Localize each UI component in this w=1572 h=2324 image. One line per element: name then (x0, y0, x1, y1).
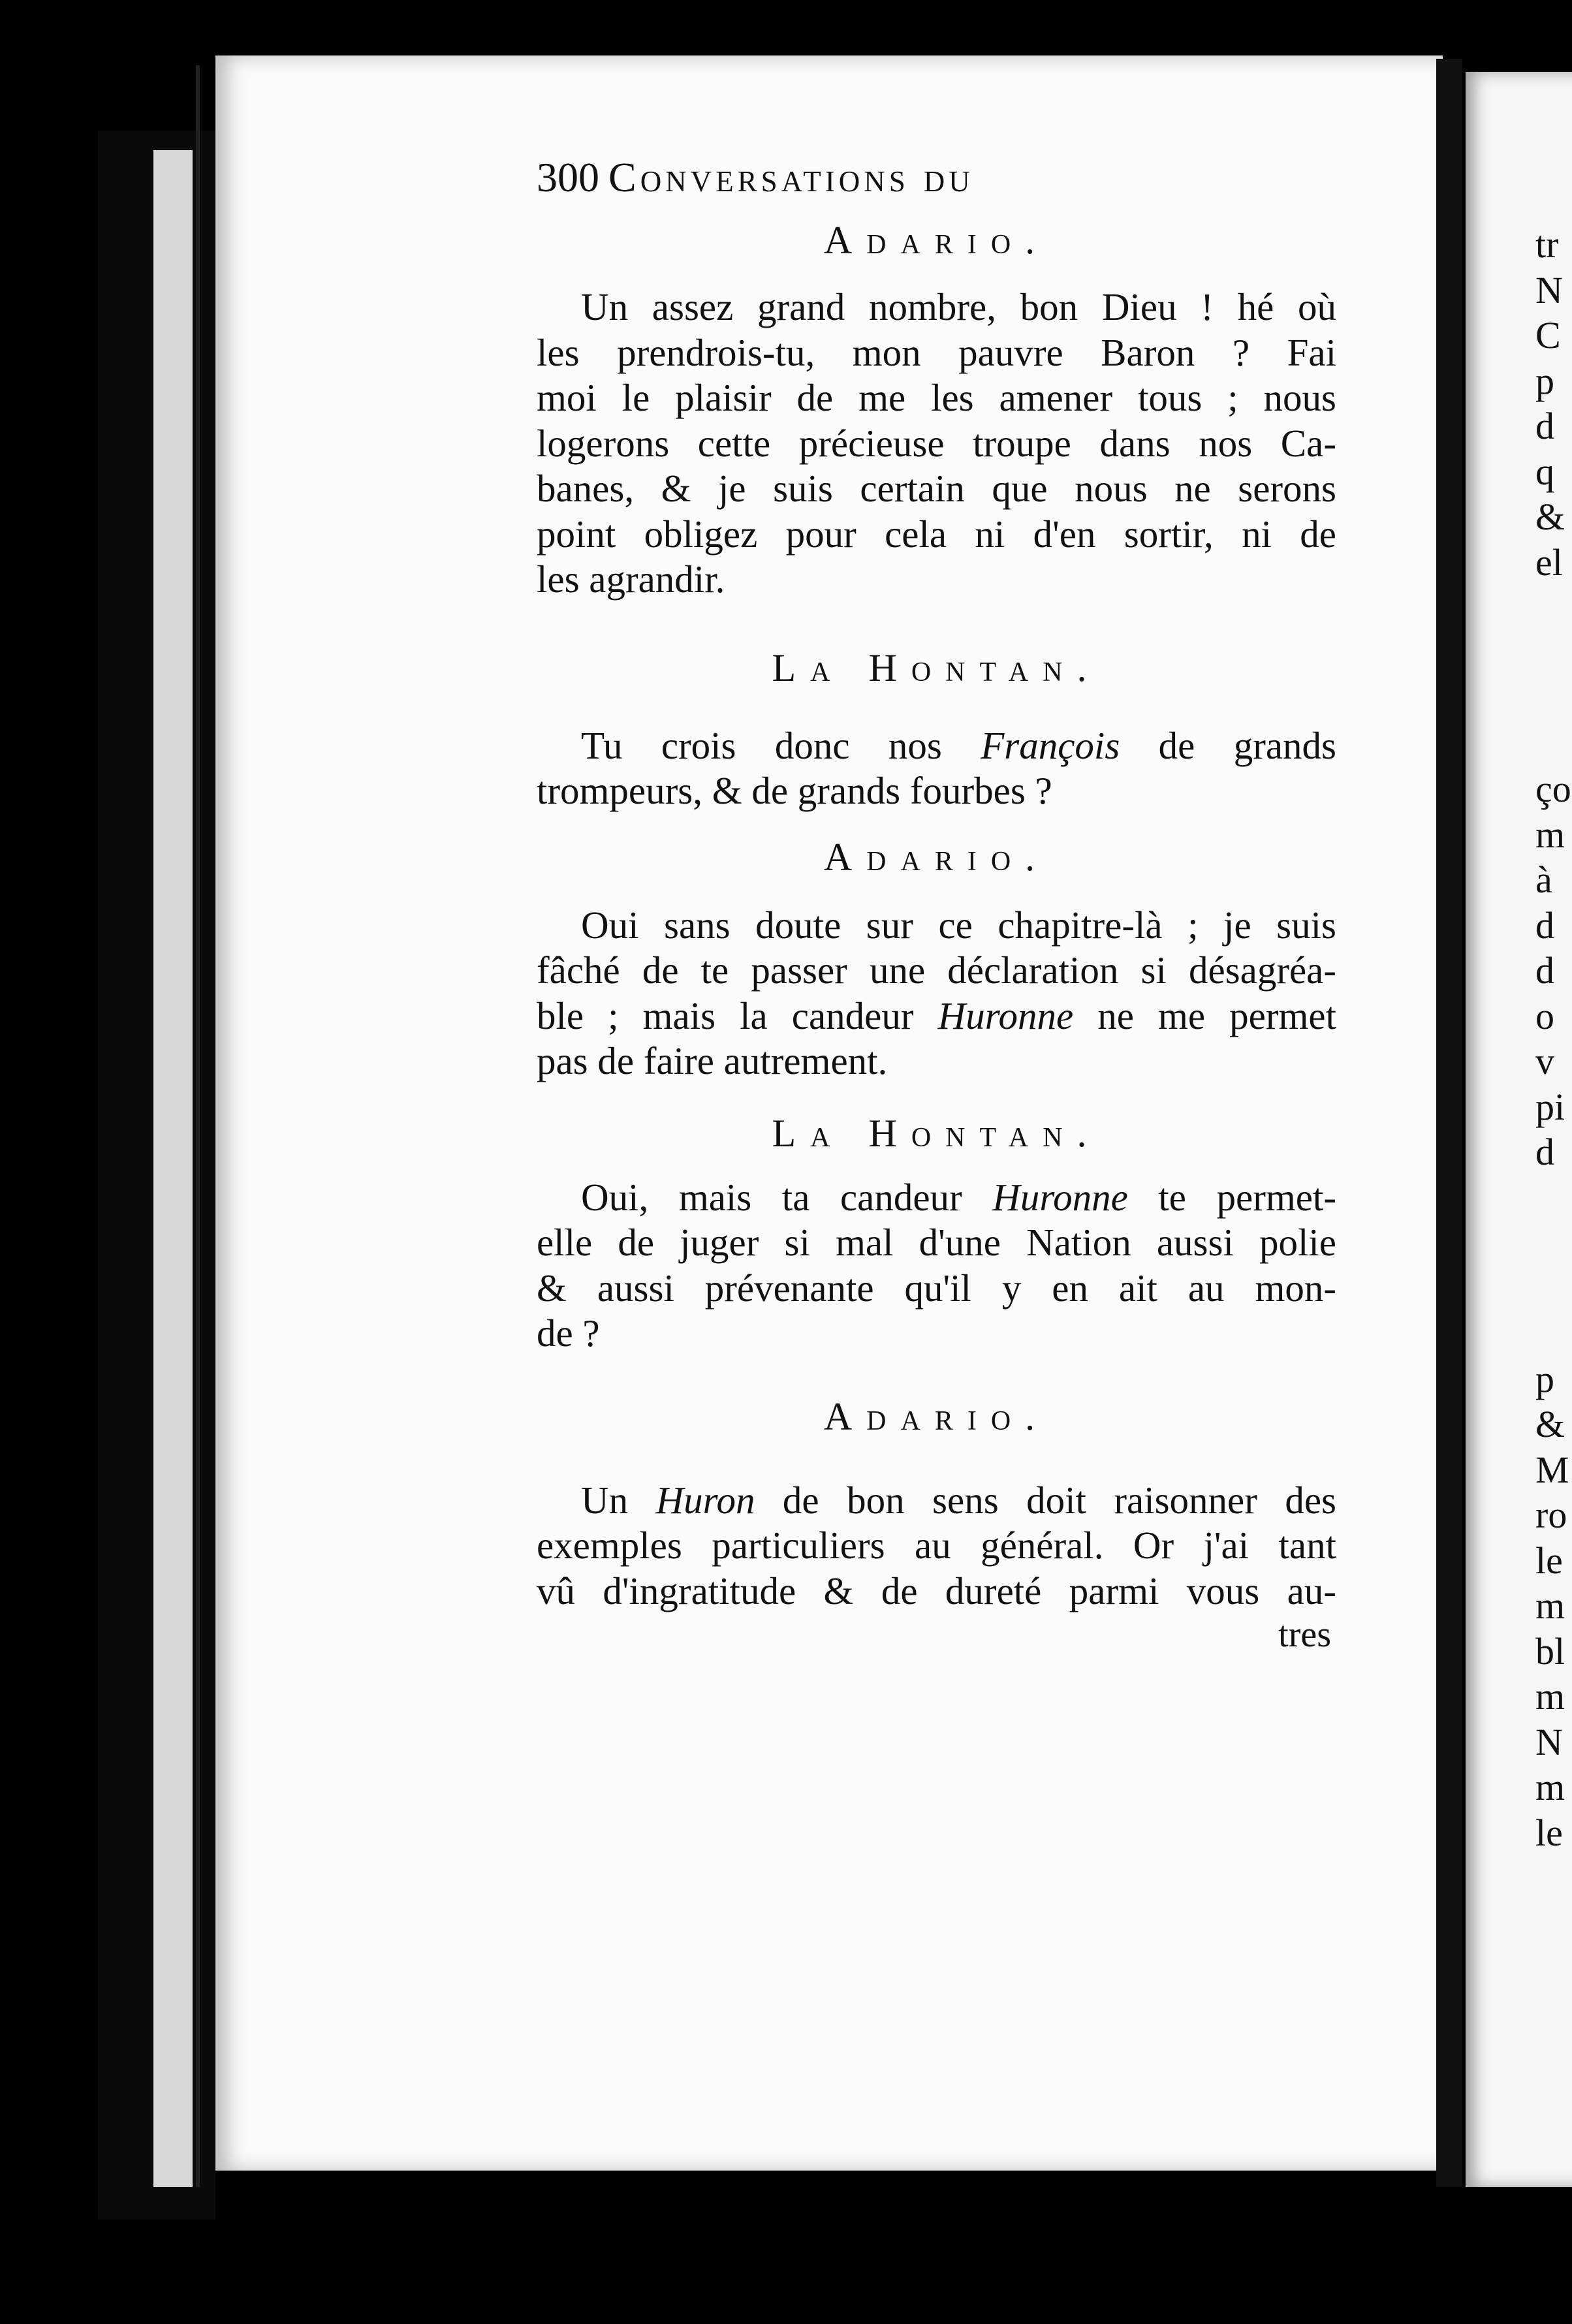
facing-page-letter: d (1535, 903, 1554, 947)
speaker-heading: Adario. (823, 219, 1050, 262)
facing-page-letter: m (1535, 1675, 1565, 1718)
text-line: Tu crois donc nos François de grands (581, 723, 1336, 767)
speaker-heading: Adario. (823, 1394, 1050, 1438)
running-title: Conversations du (608, 154, 974, 200)
paragraph (537, 1478, 1336, 1614)
text-line: les agrandir. (537, 557, 725, 601)
facing-page-letter: & (1535, 1403, 1565, 1445)
facing-page-letter: & (1535, 495, 1565, 538)
facing-page-letter: le (1535, 1811, 1563, 1854)
italic-word: Huronne (937, 994, 1074, 1037)
facing-page-letter (1535, 721, 1571, 767)
italic-word: François (981, 723, 1120, 767)
italic-word: Huronne (992, 1175, 1128, 1219)
facing-page-letter: N (1535, 268, 1563, 311)
page-number: 300 (537, 154, 599, 200)
text-line: ble ; mais la candeur Huronne ne me permet (537, 994, 1336, 1037)
facing-page-letter: tr (1535, 223, 1559, 266)
facing-page-letter: v (1535, 1040, 1554, 1082)
facing-page-letter: le (1535, 1539, 1563, 1582)
facing-page-letter: q (1535, 450, 1554, 493)
facing-page-letter (1535, 1175, 1571, 1221)
facing-page-letter: m (1535, 1584, 1565, 1627)
text-line: Un Huron de bon sens doit raisonner des (581, 1478, 1337, 1522)
running-head (537, 154, 1336, 209)
catchword: tres (1278, 1614, 1331, 1655)
facing-page-letter: d (1535, 1131, 1554, 1173)
text-line: pas de faire autrement. (537, 1039, 888, 1082)
facing-page-letter: N (1535, 1720, 1563, 1763)
text-line: exemples particuliers au général. Or j'ai tant (537, 1524, 1336, 1567)
facing-page-letter: C (1535, 314, 1561, 356)
speaker-heading: La Hontan. (772, 646, 1101, 689)
facing-page-letter (1535, 1220, 1571, 1266)
text-line: vû d'ingratitude & de dureté parmi vous au- (537, 1569, 1336, 1612)
text-line: moi le plaisir de me les amener tous ; nous (537, 376, 1336, 419)
paragraph (537, 285, 1336, 603)
facing-page-letter: m (1535, 1766, 1565, 1808)
text-line: & aussi prévenante qu'il y en ait au mon- (537, 1266, 1336, 1310)
facing-page-letter: o (1535, 994, 1554, 1037)
text-line: de ? (537, 1311, 600, 1355)
facing-page-letter: M (1535, 1448, 1569, 1491)
paragraph (537, 903, 1336, 1084)
facing-page-letter: ço (1535, 768, 1571, 810)
facing-page-letter (1535, 1311, 1571, 1357)
gutter-line (196, 65, 200, 2187)
text-line: banes, & je suis certain que nous ne serons (537, 467, 1336, 510)
text-line: elle de juger si mal d'une Nation aussi polie (537, 1221, 1336, 1264)
text-line: les prendrois-tu, mon pauvre Baron ? Fai (537, 330, 1336, 374)
facing-page-letter (1535, 631, 1571, 676)
facing-page-letter (1535, 676, 1571, 721)
facing-page-letter: p (1535, 1357, 1554, 1400)
text-line: Oui, mais ta candeur Huronne te permet- (581, 1175, 1336, 1219)
italic-word: Huron (655, 1478, 755, 1522)
facing-page-letter: d (1535, 949, 1554, 992)
speaker-heading: Adario. (823, 835, 1050, 879)
text-line: logerons cette précieuse troupe dans nos Ca- (537, 421, 1336, 465)
facing-page-letter: à (1535, 858, 1552, 901)
facing-page-letter: pi (1535, 1085, 1565, 1128)
facing-page-letter (1535, 1266, 1571, 1311)
facing-page-letter: el (1535, 541, 1563, 584)
facing-page-letter: bl (1535, 1629, 1565, 1672)
facing-page-letter: ro (1535, 1494, 1567, 1536)
text-line: point obligez pour cela ni d'en sortir, ni de (537, 512, 1336, 556)
facing-page-letter (1535, 585, 1571, 631)
facing-page-letter: d (1535, 405, 1554, 447)
text-line: trompeurs, & de grands fourbes ? (537, 769, 1052, 812)
gutter-line-right (1436, 59, 1462, 2187)
page-text (537, 154, 1337, 1656)
facing-page-letter: p (1535, 359, 1554, 402)
facing-page-letter: m (1535, 813, 1565, 856)
page-edge (153, 150, 193, 2187)
text-line: Un assez grand nombre, bon Dieu ! hé où (581, 285, 1336, 328)
text-line: fâché de te passer une déclaration si désagréa- (537, 949, 1336, 992)
paragraph (537, 723, 1336, 814)
speaker-heading: La Hontan. (772, 1111, 1101, 1155)
paragraph (537, 1175, 1336, 1357)
facing-page-fragments (1535, 222, 1571, 1855)
text-line: Oui sans doute sur ce chapitre-là ; je suis (581, 903, 1336, 947)
